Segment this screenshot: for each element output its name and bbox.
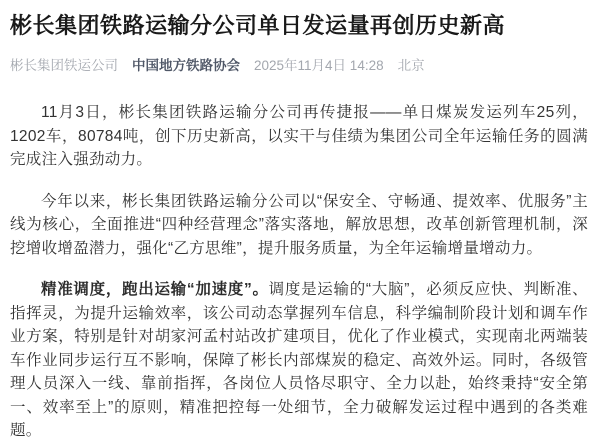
article-meta-row	[10, 57, 588, 74]
paragraph-1	[10, 101, 588, 172]
paragraph-1-text: 11月3日，彬长集团铁路运输分公司再传捷报——单日煤炭发运列车25列，1202车，80784吨，创下历史新高，以实干与佳绩为集团公司全年运输任务的圆满完成注入强劲动力。	[10, 104, 588, 168]
paragraph-3-text: 调度是运输的“大脑”，必须反应快、判断准、指挥灵，为提升运输效率，该公司动态掌握列车信息，科学编制阶段计划和调车作业方案，特别是针对胡家河孟村站改扩建项目，优化了作业模式，实现南北两端装车作业同步运行互不影响，保障了彬长内部煤炭的稳定、高效外运。同时，各级管理人员深入一线、靠前指挥，各岗位人员恪尽职守、全力以赴，始终秉持“安全第一、效率至上”的原则，精准把控每一处细节，全力破解发运过程中遇到的各类难题。	[10, 281, 588, 439]
article-source: 彬长集团铁运公司	[10, 58, 118, 73]
paragraph-2	[10, 190, 588, 261]
paragraph-3	[10, 278, 588, 443]
article-datetime: 2025年11月4日 14:28	[254, 58, 384, 73]
paragraph-2-text: 今年以来，彬长集团铁路运输分公司以“保安全、守畅通、提效率、优服务”主线为核心，全面推进“四种经营理念”落实落地，解放思想，改革创新管理机制，深挖增收增盈潜力，强化“乙方思维”，提升服务质量，为全年运输增量增动力。	[10, 192, 588, 257]
paragraph-3-lead: 精准调度，跑出运输“加速度”。	[41, 281, 269, 298]
article-publisher-link[interactable]: 中国地方铁路协会	[132, 58, 240, 73]
article-title: 彬长集团铁路运输分公司单日发运量再创历史新高	[10, 13, 506, 38]
article-body	[10, 101, 588, 443]
article-location: 北京	[397, 58, 425, 73]
